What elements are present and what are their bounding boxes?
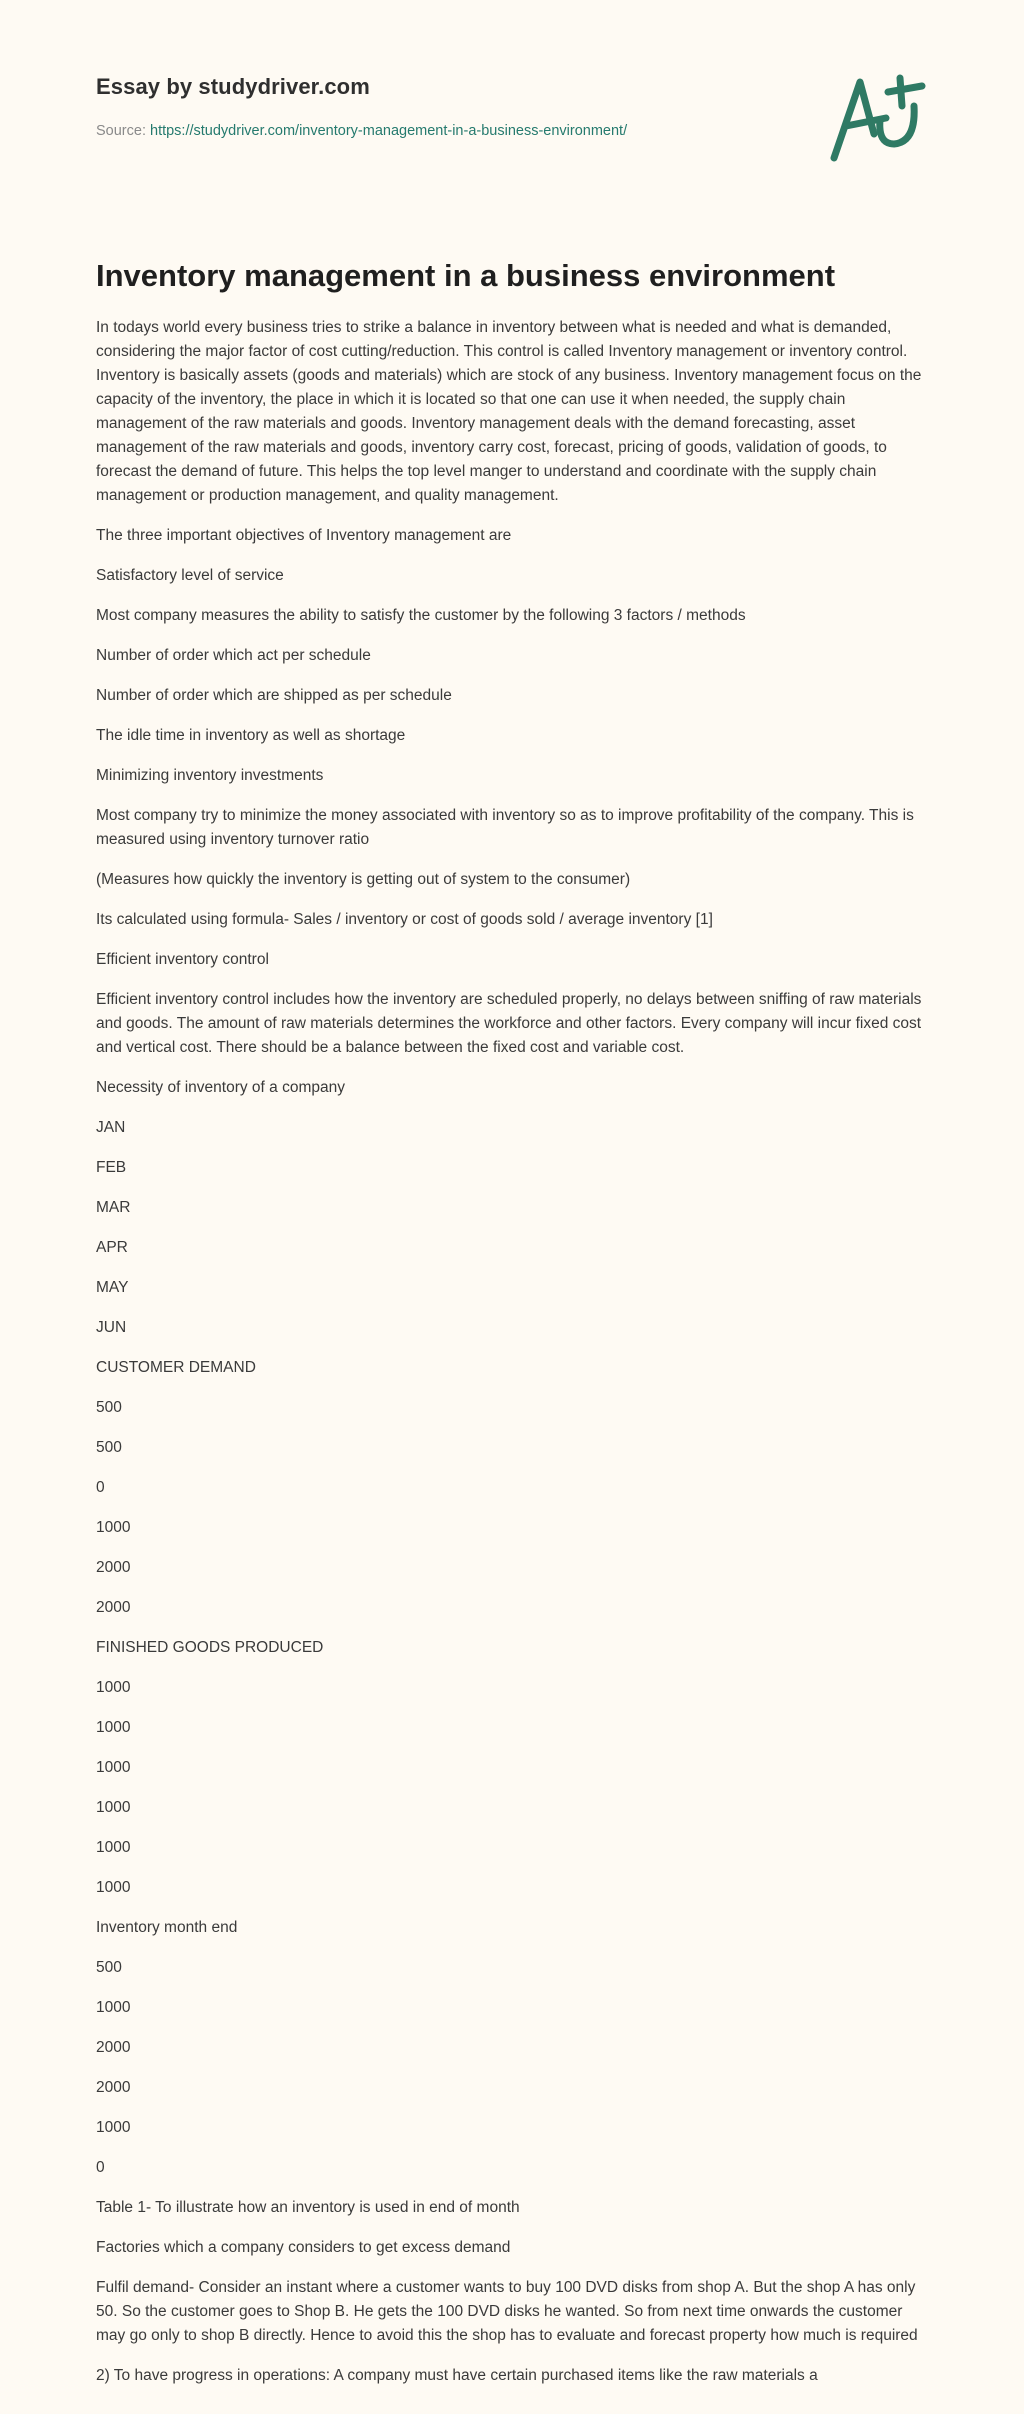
article-paragraph: 1000 (96, 1719, 131, 1737)
article-paragraph: FEB (96, 1159, 127, 1177)
article-paragraph: APR (96, 1239, 128, 1257)
article-paragraph: 1000 (96, 1679, 131, 1697)
article-paragraph: Minimizing inventory investments (96, 767, 324, 785)
article-paragraph: 0 (96, 2159, 105, 2177)
article-paragraph: 1000 (96, 1519, 131, 1537)
article-paragraph: The three important objectives of Inventory management are (96, 527, 512, 545)
article-paragraph: Its calculated using formula- Sales / inventory or cost of goods sold / average inventory [1] (96, 911, 713, 929)
article-paragraph: Factories which a company considers to get excess demand (96, 2239, 511, 2257)
article-paragraph: 2000 (96, 2039, 131, 2057)
article-paragraph: 2000 (96, 1559, 131, 1577)
article-paragraph: Inventory month end (96, 1919, 238, 1937)
article-paragraph: Most company measures the ability to satisfy the customer by the following 3 factors / methods (96, 607, 746, 625)
article-paragraph: Number of order which act per schedule (96, 647, 371, 665)
article-body (96, 316, 928, 2388)
article-paragraph: Number of order which are shipped as per schedule (96, 687, 452, 705)
article-paragraph: 2000 (96, 1599, 131, 1617)
article-paragraph: 500 (96, 1959, 122, 1977)
essay-header (0, 0, 1024, 230)
article-paragraph: Efficient inventory control includes how the inventory are scheduled properly, no delays between sniffing of raw materials and goods. The amount of raw materials determines the workforce and other factors. Every company will incur fixed cost and vertical cost. There should be a balance between the fixed cost and variable cost. (96, 991, 922, 1057)
article-paragraph: FINISHED GOODS PRODUCED (96, 1639, 324, 1657)
source-label: Source: (96, 123, 150, 139)
article-paragraph: JAN (96, 1119, 126, 1137)
article-paragraph: Most company try to minimize the money associated with inventory so as to improve profitability of the company. This is measured using inventory turnover ratio (96, 807, 914, 849)
source-link[interactable]: https://studydriver.com/inventory-management-in-a-business-environment/ (150, 123, 628, 139)
article-paragraph: 500 (96, 1399, 122, 1417)
article-paragraph: (Measures how quickly the inventory is getting out of system to the consumer) (96, 871, 631, 889)
article-paragraph: 2) To have progress in operations: A company must have certain purchased items like the raw materials a (96, 2367, 818, 2385)
article-paragraph: 2000 (96, 2079, 131, 2097)
site-title: Essay by studydriver.com (96, 74, 370, 99)
article-paragraph: 1000 (96, 1759, 131, 1777)
article-paragraph: 1000 (96, 2119, 131, 2137)
article-paragraph: MAY (96, 1279, 129, 1297)
article-title: Inventory management in a business environment (96, 258, 836, 293)
article (0, 230, 1024, 2388)
article-paragraph: 1000 (96, 1839, 131, 1857)
article-paragraph: Table 1- To illustrate how an inventory is used in end of month (96, 2199, 520, 2217)
article-paragraph: CUSTOMER DEMAND (96, 1359, 256, 1377)
article-paragraph: 0 (96, 1479, 105, 1497)
article-paragraph: Efficient inventory control (96, 951, 269, 969)
article-paragraph: 1000 (96, 1999, 131, 2017)
article-paragraph: JUN (96, 1319, 127, 1337)
a-plus-grade-icon (822, 64, 932, 164)
article-paragraph: The idle time in inventory as well as shortage (96, 727, 406, 745)
article-paragraph: In todays world every business tries to strike a balance in inventory between what is needed and what is demanded, considering the major factor of cost cutting/reduction. This control is called Inventory management or inventory control. Inventory is basically assets (goods and materials) which are stock of any business. Inventory management focus on the capacity of the inventory, the place in which it is located so that one can use it when needed, the supply chain management of the raw materials and goods. Inventory management deals with the demand forecasting, asset management of the raw materials and goods, inventory carry cost, forecast, pricing of goods, validation of goods, to forecast the demand of future. This helps the top level manger to understand and coordinate with the supply chain management or production management, and quality management. (96, 319, 922, 505)
article-paragraph: 1000 (96, 1799, 131, 1817)
source-line (96, 123, 627, 139)
article-paragraph: Satisfactory level of service (96, 567, 284, 585)
article-paragraph: 1000 (96, 1879, 131, 1897)
article-paragraph: Fulfil demand- Consider an instant where a customer wants to buy 100 DVD disks from shop A. But the shop A has only 50. So the customer goes to Shop B. He gets the 100 DVD disks he wanted. So from next time onwards the customer may go only to shop B directly. Hence to avoid this the shop has to evaluate and forecast property how much is required (96, 2279, 918, 2345)
article-paragraph: 500 (96, 1439, 122, 1457)
article-paragraph: Necessity of inventory of a company (96, 1079, 345, 1097)
article-paragraph: MAR (96, 1199, 131, 1217)
